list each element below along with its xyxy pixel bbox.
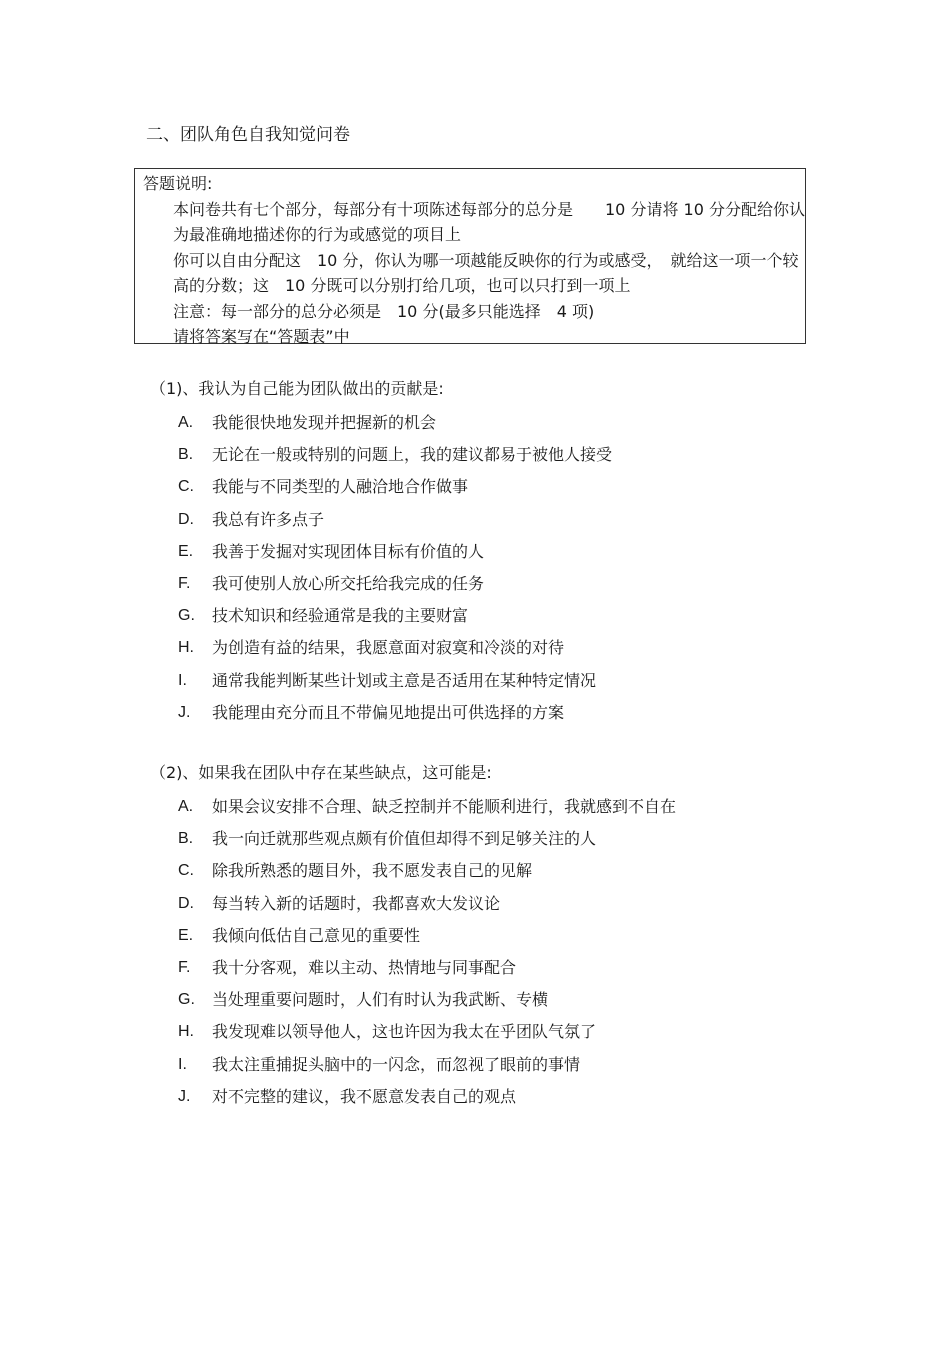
option-text: 我一向迁就那些观点颇有价值但却得不到足够关注的人 [212,829,597,849]
option-item [150,957,676,989]
option-text: 我倾向低估自己意见的重要性 [212,925,421,945]
instructions-box [134,168,806,344]
option-item [150,989,676,1021]
option-item [150,541,612,573]
section-title: （2)、如果我在团队中存在某些缺点，这可能是: [150,763,492,782]
option-item [150,444,612,476]
option-text: 我太注重捕捉头脑中的一闪念，而忽视了眼前的事情 [212,1054,581,1074]
option-letter: C. [178,478,194,496]
option-text: 为创造有益的结果，我愿意面对寂寞和冷淡的对待 [212,638,565,658]
option-letter: G. [178,607,195,625]
option-letter: B. [178,830,194,848]
options-list [150,796,676,1118]
option-item [150,893,676,925]
option-item [150,860,676,892]
option-letter: I. [178,1055,187,1073]
option-text: 我十分客观，难以主动、热情地与同事配合 [212,957,517,977]
option-letter: H. [178,1023,194,1041]
option-text: 我能与不同类型的人融洽地合作做事 [212,477,469,497]
option-letter: J. [178,1087,191,1105]
option-text: 对不完整的建议，我不愿意发表自己的观点 [212,1086,517,1106]
option-text: 我能很快地发现并把握新的机会 [212,413,437,432]
instructions-paragraph: 注意：每一部分的总分必须是 10 分(最多只能选择 4 项) [173,301,595,321]
option-text: 我总有许多点子 [212,509,325,529]
section-2 [150,762,676,1118]
instructions-paragraph: 请将答案写在“答题表”中 [173,327,350,346]
option-item [150,925,676,957]
option-item [150,702,612,734]
instructions-paragraph: 本问卷共有七个部分，每部分有十项陈述每部分的总分是 10 分请将 10 分分配给你认为最准确地描述你的行为或感觉的项目上 [173,199,805,244]
option-letter: J. [178,703,191,721]
option-item [150,796,676,828]
option-text: 当处理重要问题时，人们有时认为我武断、专横 [212,990,549,1010]
instructions-paragraph: 你可以自由分配这 10 分，你认为哪一项越能反映你的行为或感受， 就给这一项一个较高的分数；这 10 分既可以分别打给几项，也可以只打到一项上 [173,250,799,295]
option-text: 我发现难以领导他人，这也许因为我太在乎团队气氛了 [212,1022,597,1042]
option-letter: E. [178,542,194,560]
option-text: 通常我能判断某些计划或主意是否适用在某种特定情况 [212,670,597,690]
option-item [150,1054,676,1086]
option-letter: I. [178,671,187,689]
option-text: 我善于发掘对实现团体目标有价值的人 [212,541,485,561]
option-letter: G. [178,991,195,1009]
option-text: 我可使别人放心所交托给我完成的任务 [212,573,485,593]
option-item [150,476,612,508]
section-1 [150,378,612,734]
option-letter: C. [178,862,194,880]
options-list [150,412,612,734]
instructions-heading: 答题说明: [143,174,213,193]
option-letter: H. [178,639,194,657]
option-text: 我能理由充分而且不带偏见地提出可供选择的方案 [212,702,565,722]
option-letter: F. [178,574,191,592]
option-text: 每当转入新的话题时，我都喜欢大发议论 [212,893,501,913]
page-title: 二、团队角色自我知觉问卷 [146,125,350,145]
option-letter: E. [178,926,194,944]
option-letter: A. [178,414,194,431]
option-letter: F. [178,958,191,976]
option-text: 技术知识和经验通常是我的主要财富 [212,606,469,626]
option-letter: D. [178,510,194,528]
option-text: 无论在一般或特别的问题上，我的建议都易于被他人接受 [212,445,613,465]
option-item [150,605,612,637]
option-item [150,828,676,860]
option-item [150,637,612,669]
option-letter: A. [178,798,194,815]
option-item [150,509,612,541]
option-item [150,412,612,444]
section-title: （1)、我认为自己能为团队做出的贡献是: [150,379,444,398]
option-item [150,573,612,605]
option-letter: B. [178,446,194,464]
option-text: 除我所熟悉的题目外，我不愿发表自己的见解 [212,861,533,881]
option-item [150,670,612,702]
option-item [150,1086,676,1118]
option-item [150,1021,676,1053]
option-letter: D. [178,894,194,912]
option-text: 如果会议安排不合理、缺乏控制并不能顺利进行，我就感到不自在 [212,797,677,816]
